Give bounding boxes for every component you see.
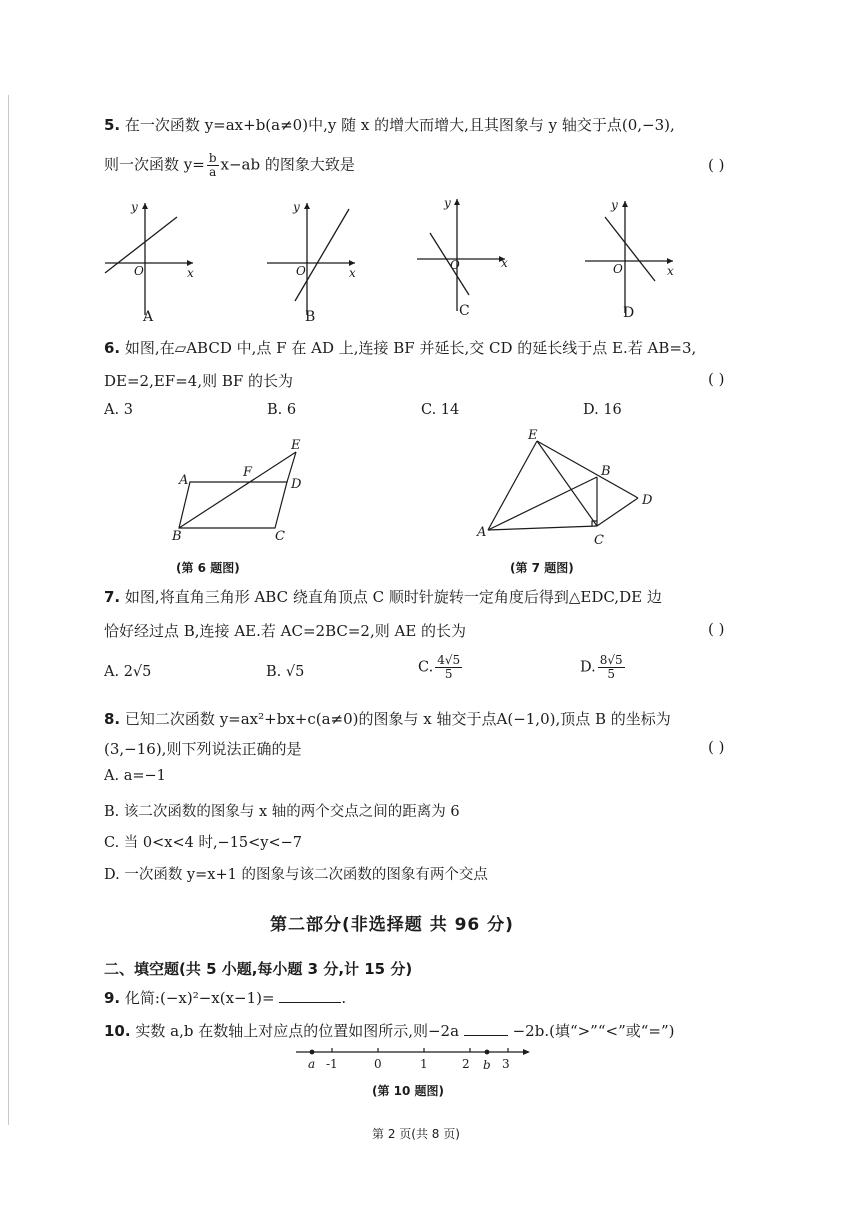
q7-option-b: B. √5: [266, 664, 305, 680]
q10-number: 10.: [104, 1022, 131, 1040]
q9-text: 化简:(−x)²−x(x−1)=: [124, 989, 275, 1007]
q8-option-d: D. 一次函数 y=x+1 的图象与该二次函数的图象有两个交点: [104, 867, 488, 883]
q5-answer-paren: ( ): [708, 156, 725, 174]
part2-title: 第二部分(非选择题 共 96 分): [270, 915, 514, 935]
segment-ec: [537, 441, 597, 526]
q10-answer-blank[interactable]: [464, 1021, 508, 1036]
q9-number: 9.: [104, 989, 121, 1007]
label-1: 1: [420, 1057, 428, 1071]
graph-c-y-label: y: [444, 196, 451, 210]
q7-point-b: B: [601, 464, 611, 479]
segment-cd: [597, 498, 638, 526]
q6-line1: [104, 337, 696, 358]
q6-option-d: D. 16: [583, 402, 622, 418]
q10-line: [104, 1020, 675, 1041]
segment-ed: [537, 441, 638, 498]
graph-c-label: C: [459, 303, 470, 319]
q7-line1: [104, 586, 662, 607]
q5-number: 5.: [104, 116, 121, 134]
q7-number: 7.: [104, 588, 121, 606]
q7-caption: (第 7 题图): [510, 561, 574, 575]
q9-line: [104, 987, 346, 1008]
page-footer: 第 2 页(共 8 页): [372, 1127, 460, 1141]
q7-option-c-den: 5: [444, 667, 453, 681]
q6-point-d: D: [291, 477, 302, 492]
q5-fraction: [207, 152, 219, 179]
q6-stem-line1: 如图,在▱ABCD 中,点 F 在 AD 上,连接 BF 并延长,交 CD 的延长线于点 E.若 AB=3,: [124, 339, 697, 357]
q7-stem-line2: 恰好经过点 B,连接 AE.若 AC=2BC=2,则 AE 的长为: [104, 622, 467, 640]
q6-point-b: B: [172, 529, 182, 544]
q7-answer-paren: ( ): [708, 620, 725, 638]
q6-option-c: C. 14: [421, 402, 460, 418]
segment-ac: [488, 526, 597, 530]
q7-option-a: A. 2√5: [104, 664, 152, 680]
q7-option-c-num: 4√5: [437, 653, 461, 667]
segment-ae: [488, 441, 537, 530]
parallelogram-abcd: [179, 482, 287, 528]
q8-option-b: B. 该二次函数的图象与 x 轴的两个交点之间的距离为 6: [104, 804, 460, 820]
q9-end: .: [341, 989, 347, 1007]
q7-figure: [470, 424, 670, 554]
q7-option-d-num: 8√5: [599, 653, 623, 667]
q6-point-e: E: [291, 438, 301, 453]
graph-b-origin: O: [296, 264, 306, 278]
q6-point-f: F: [243, 465, 253, 480]
q5-graphs: [95, 195, 745, 325]
q7-option-c-label: C.: [418, 659, 434, 676]
q10-caption: (第 10 题图): [372, 1084, 445, 1098]
q7-point-a: A: [477, 525, 487, 540]
q7-point-e: E: [528, 428, 538, 443]
q7-point-c: C: [594, 533, 604, 548]
q8-stem-line1: 已知二次函数 y=ax²+bx+c(a≠0)的图象与 x 轴交于点A(−1,0),顶点 B 的坐标为: [124, 710, 671, 728]
label-0: 0: [374, 1057, 382, 1071]
q8-option-a: A. a=−1: [104, 768, 166, 784]
label-2: 2: [462, 1057, 470, 1071]
point-b: [485, 1050, 490, 1055]
label-3: 3: [502, 1057, 510, 1071]
graph-a-label: A: [143, 309, 154, 325]
q8-option-c: C. 当 0<x<4 时,−15<y<−7: [104, 835, 303, 851]
graph-b-x-label: x: [349, 266, 356, 280]
graph-b-label: B: [305, 309, 316, 325]
q5-stem-line1: 在一次函数 y=ax+b(a≠0)中,y 随 x 的增大而增大,且其图象与 y 轴交于点(0,−3),: [124, 116, 675, 134]
graph-c-origin: O: [450, 258, 460, 272]
graph-d-origin: O: [613, 262, 623, 276]
graph-a-y-label: y: [131, 200, 138, 214]
q5-line2: [104, 152, 355, 179]
graph-a-origin: O: [134, 264, 144, 278]
label-a: a: [308, 1057, 316, 1071]
q6-figure: [165, 430, 325, 545]
q6-point-c: C: [275, 529, 285, 544]
q6-stem-line2: DE=2,EF=4,则 BF 的长为: [104, 372, 294, 390]
q5-frac-num: b: [208, 151, 217, 165]
q7-stem-line1: 如图,将直角三角形 ABC 绕直角顶点 C 顺时针旋转一定角度后得到△EDC,DE 边: [124, 588, 662, 606]
graph-d-y-label: y: [611, 198, 618, 212]
label-b: b: [483, 1058, 491, 1072]
q8-answer-paren: ( ): [708, 738, 725, 756]
q7-option-d-den: 5: [607, 667, 615, 681]
q7-option-c: [418, 654, 464, 681]
q5-line1: [104, 114, 675, 135]
q6-option-b: B. 6: [267, 402, 297, 418]
point-a: [310, 1050, 315, 1055]
binding-margin-line: [8, 95, 9, 1125]
q9-answer-blank[interactable]: [279, 988, 341, 1003]
q8-number: 8.: [104, 710, 121, 728]
q8-line1: [104, 708, 671, 729]
graph-b-line: [295, 209, 349, 301]
graph-d-label: D: [623, 305, 635, 321]
q6-number: 6.: [104, 339, 121, 357]
label-minus-1: -1: [326, 1057, 338, 1071]
q7-option-d: [580, 654, 627, 681]
graph-a-x-label: x: [187, 266, 194, 280]
q7-point-d: D: [642, 493, 653, 508]
q5-stem-line2-pre: 则一次函数 y=: [104, 155, 205, 174]
q5-stem-line2-post: x−ab 的图象大致是: [220, 155, 355, 174]
q10-post: −2b.(填“>”“<”或“=”): [512, 1022, 675, 1040]
q10-number-line: [290, 1044, 540, 1074]
q6-point-a: A: [179, 473, 189, 488]
graph-c-x-label: x: [501, 256, 508, 270]
q5-frac-den: a: [209, 165, 217, 179]
q7-option-d-label: D.: [580, 659, 596, 676]
q6-option-a: A. 3: [104, 402, 133, 418]
q7-option-d-fraction: [598, 654, 625, 681]
graph-b-y-label: y: [293, 200, 300, 214]
graph-d-x-label: x: [667, 264, 674, 278]
q10-pre: 实数 a,b 在数轴上对应点的位置如图所示,则−2a: [135, 1022, 460, 1040]
section-fill-in-heading: 二、填空题(共 5 小题,每小题 3 分,计 15 分): [104, 960, 413, 978]
q8-stem-line2: (3,−16),则下列说法正确的是: [104, 740, 302, 758]
q6-answer-paren: ( ): [708, 370, 725, 388]
q7-option-c-fraction: [435, 654, 462, 681]
q6-caption: (第 6 题图): [176, 561, 240, 575]
